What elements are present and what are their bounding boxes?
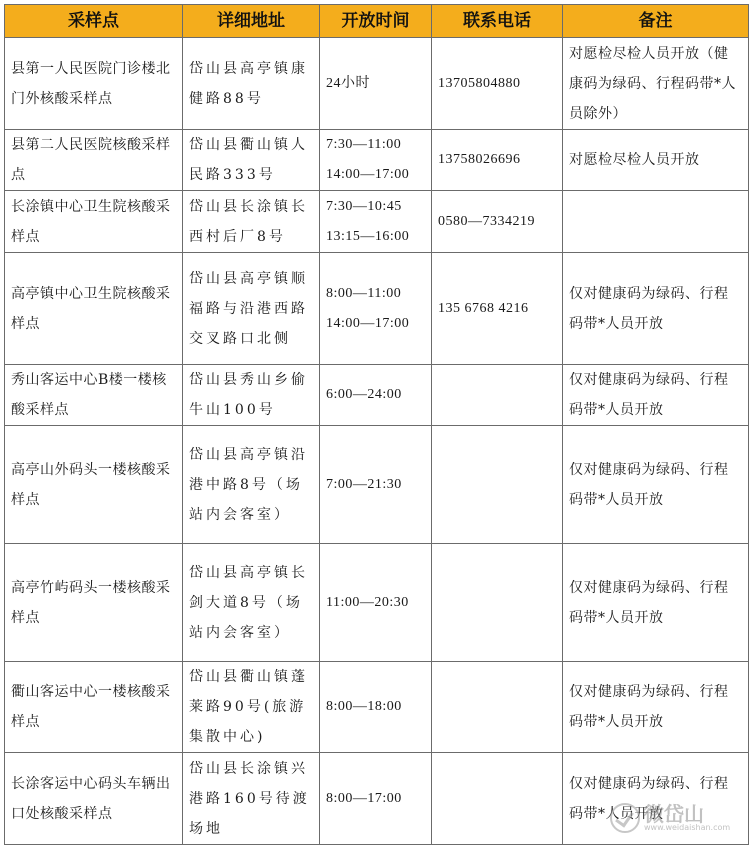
- hours-line: 7:30—10:45: [326, 198, 402, 214]
- note-cell: 仅对健康码为绿码、行程码带*人员开放: [563, 365, 749, 426]
- address-cell: 岱山县高亭镇康健路88号: [183, 38, 320, 130]
- hours-line: 8:00—18:00: [326, 699, 402, 714]
- header-address: 详细地址: [183, 5, 320, 38]
- watermark-sub: www.weidaishan.com: [644, 823, 731, 832]
- phone-cell: [432, 426, 563, 544]
- hours-line: 11:00—20:30: [326, 594, 409, 610]
- table-row: [5, 544, 749, 662]
- note-cell: 仅对健康码为绿码、行程码带*人员开放: [563, 426, 749, 544]
- hours-cell: [320, 191, 432, 253]
- site-cell: 长涂客运中心码头车辆出口处核酸采样点: [5, 753, 183, 845]
- phone-cell: [432, 365, 563, 426]
- watermark-main: 微岱山: [644, 802, 704, 826]
- site-cell: 高亭山外码头一楼核酸采样点: [5, 426, 183, 544]
- hours-line: 6:00—24:00: [326, 387, 402, 402]
- table-row: [5, 38, 749, 130]
- hours-cell: [320, 544, 432, 662]
- table-row: [5, 130, 749, 191]
- note-cell: 对愿检尽检人员开放（健康码为绿码、行程码带*人员除外）: [563, 38, 749, 130]
- hours-line: 7:00—21:30: [326, 476, 402, 492]
- address-cell: 岱山县衢山镇人民路333号: [183, 130, 320, 191]
- note-cell: 仅对健康码为绿码、行程码带*人员开放: [563, 662, 749, 753]
- phone-cell: [432, 662, 563, 753]
- site-cell: 高亭竹屿码头一楼核酸采样点: [5, 544, 183, 662]
- address-cell: 岱山县衢山镇蓬莱路90号(旅游集散中心): [183, 662, 320, 753]
- note-cell: 仅对健康码为绿码、行程码带*人员开放: [563, 544, 749, 662]
- address-cell: 岱山县长涂镇长西村后厂8号: [183, 191, 320, 253]
- hours-line: 14:00—17:00: [326, 167, 410, 182]
- hours-line: 8:00—17:00: [326, 790, 402, 806]
- address-cell: 岱山县秀山乡偷牛山100号: [183, 365, 320, 426]
- hours-cell: [320, 38, 432, 130]
- hours-cell: [320, 253, 432, 365]
- check-mark-icon: [610, 803, 640, 833]
- address-cell: 岱山县高亭镇长剑大道8号（场站内会客室）: [183, 544, 320, 662]
- header-site: 采样点: [5, 5, 183, 38]
- site-cell: 县第二人民医院核酸采样点: [5, 130, 183, 191]
- hours-cell: [320, 130, 432, 191]
- address-cell: 岱山县高亭镇沿港中路8号（场站内会客室）: [183, 426, 320, 544]
- table-header-row: [5, 5, 749, 38]
- note-cell: [563, 191, 749, 253]
- table-row: [5, 365, 749, 426]
- hours-cell: [320, 365, 432, 426]
- phone-cell: [432, 544, 563, 662]
- sampling-sites-table: [4, 4, 749, 845]
- address-cell: 岱山县高亭镇顺福路与沿港西路交叉路口北侧: [183, 253, 320, 365]
- hours-line: 7:30—11:00: [326, 137, 402, 152]
- table-row: [5, 253, 749, 365]
- header-hours: 开放时间: [320, 5, 432, 38]
- phone-cell: 0580—7334219: [432, 191, 563, 253]
- site-cell: 长涂镇中心卫生院核酸采样点: [5, 191, 183, 253]
- hours-cell: [320, 753, 432, 845]
- phone-cell: 13705804880: [432, 38, 563, 130]
- hours-line: 14:00—17:00: [326, 315, 410, 331]
- phone-cell: 135 6768 4216: [432, 253, 563, 365]
- table-row: [5, 662, 749, 753]
- note-cell: 仅对健康码为绿码、行程码带*人员开放: [563, 253, 749, 365]
- table-row: [5, 191, 749, 253]
- table-row: [5, 426, 749, 544]
- site-cell: 秀山客运中心B楼一楼核酸采样点: [5, 365, 183, 426]
- phone-cell: 13758026696: [432, 130, 563, 191]
- hours-cell: [320, 662, 432, 753]
- phone-cell: [432, 753, 563, 845]
- hours-line: 8:00—11:00: [326, 285, 402, 301]
- site-cell: 县第一人民医院门诊楼北门外核酸采样点: [5, 38, 183, 130]
- hours-line: 24小时: [326, 75, 370, 91]
- note-cell: 仅对健康码为绿码、行程码带*人员开放: [563, 753, 749, 845]
- note-cell: 对愿检尽检人员开放: [563, 130, 749, 191]
- site-cell: 高亭镇中心卫生院核酸采样点: [5, 253, 183, 365]
- site-cell: 衢山客运中心一楼核酸采样点: [5, 662, 183, 753]
- address-cell: 岱山县长涂镇兴港路160号待渡场地: [183, 753, 320, 845]
- header-phone: 联系电话: [432, 5, 563, 38]
- header-note: 备注: [563, 5, 749, 38]
- watermark-logo: [610, 800, 740, 836]
- hours-line: 13:15—16:00: [326, 228, 410, 244]
- hours-cell: [320, 426, 432, 544]
